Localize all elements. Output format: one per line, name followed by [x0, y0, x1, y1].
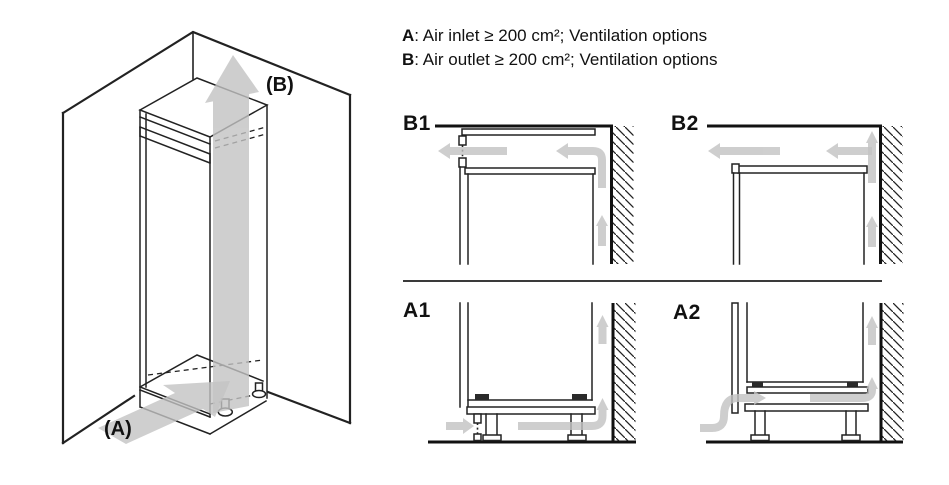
airflow-inlet-right-arrow: [446, 418, 474, 434]
cabinet-section: [732, 303, 868, 441]
panel-label-a1: A1: [403, 299, 431, 322]
panel-label-b2: B2: [671, 112, 699, 135]
legend-key-a: A: [402, 26, 415, 45]
ventilation-option-a1-diagram: [400, 285, 645, 485]
legend-line-air-outlet: [402, 48, 718, 72]
cabinet-section: [460, 303, 595, 441]
ventilation-option-b1-diagram: [400, 100, 645, 285]
cabinet-section: [732, 164, 867, 264]
airflow-turn-left-arrow: [826, 143, 872, 159]
legend: [402, 24, 718, 72]
legend-text-a: : Air inlet ≥ 200 cm²; Ventilation options: [414, 26, 708, 45]
legend-key-b: B: [402, 50, 415, 69]
legend-line-air-inlet: [402, 24, 718, 48]
airflow-up-gap-arrow: [597, 315, 609, 344]
panel-label-a2: A2: [673, 301, 701, 324]
airflow-turn-left-arrow: [556, 143, 602, 188]
iso-inlet-label: (A): [104, 418, 132, 440]
airflow-up-gap-arrow: [866, 316, 878, 345]
airflow-up-gap-arrow: [596, 215, 608, 246]
iso-outlet-label: (B): [266, 74, 294, 96]
isometric-cabinet-diagram: [0, 0, 400, 485]
legend-text-b: : Air outlet ≥ 200 cm²; Ventilation options: [414, 50, 718, 69]
airflow-up-top-arrow: [866, 131, 878, 183]
airflow-exit-left-arrow: [708, 143, 780, 159]
airflow-up-gap-arrow: [866, 216, 878, 247]
airflow-exit-left-arrow: [438, 143, 507, 159]
panel-label-b1: B1: [403, 112, 431, 135]
